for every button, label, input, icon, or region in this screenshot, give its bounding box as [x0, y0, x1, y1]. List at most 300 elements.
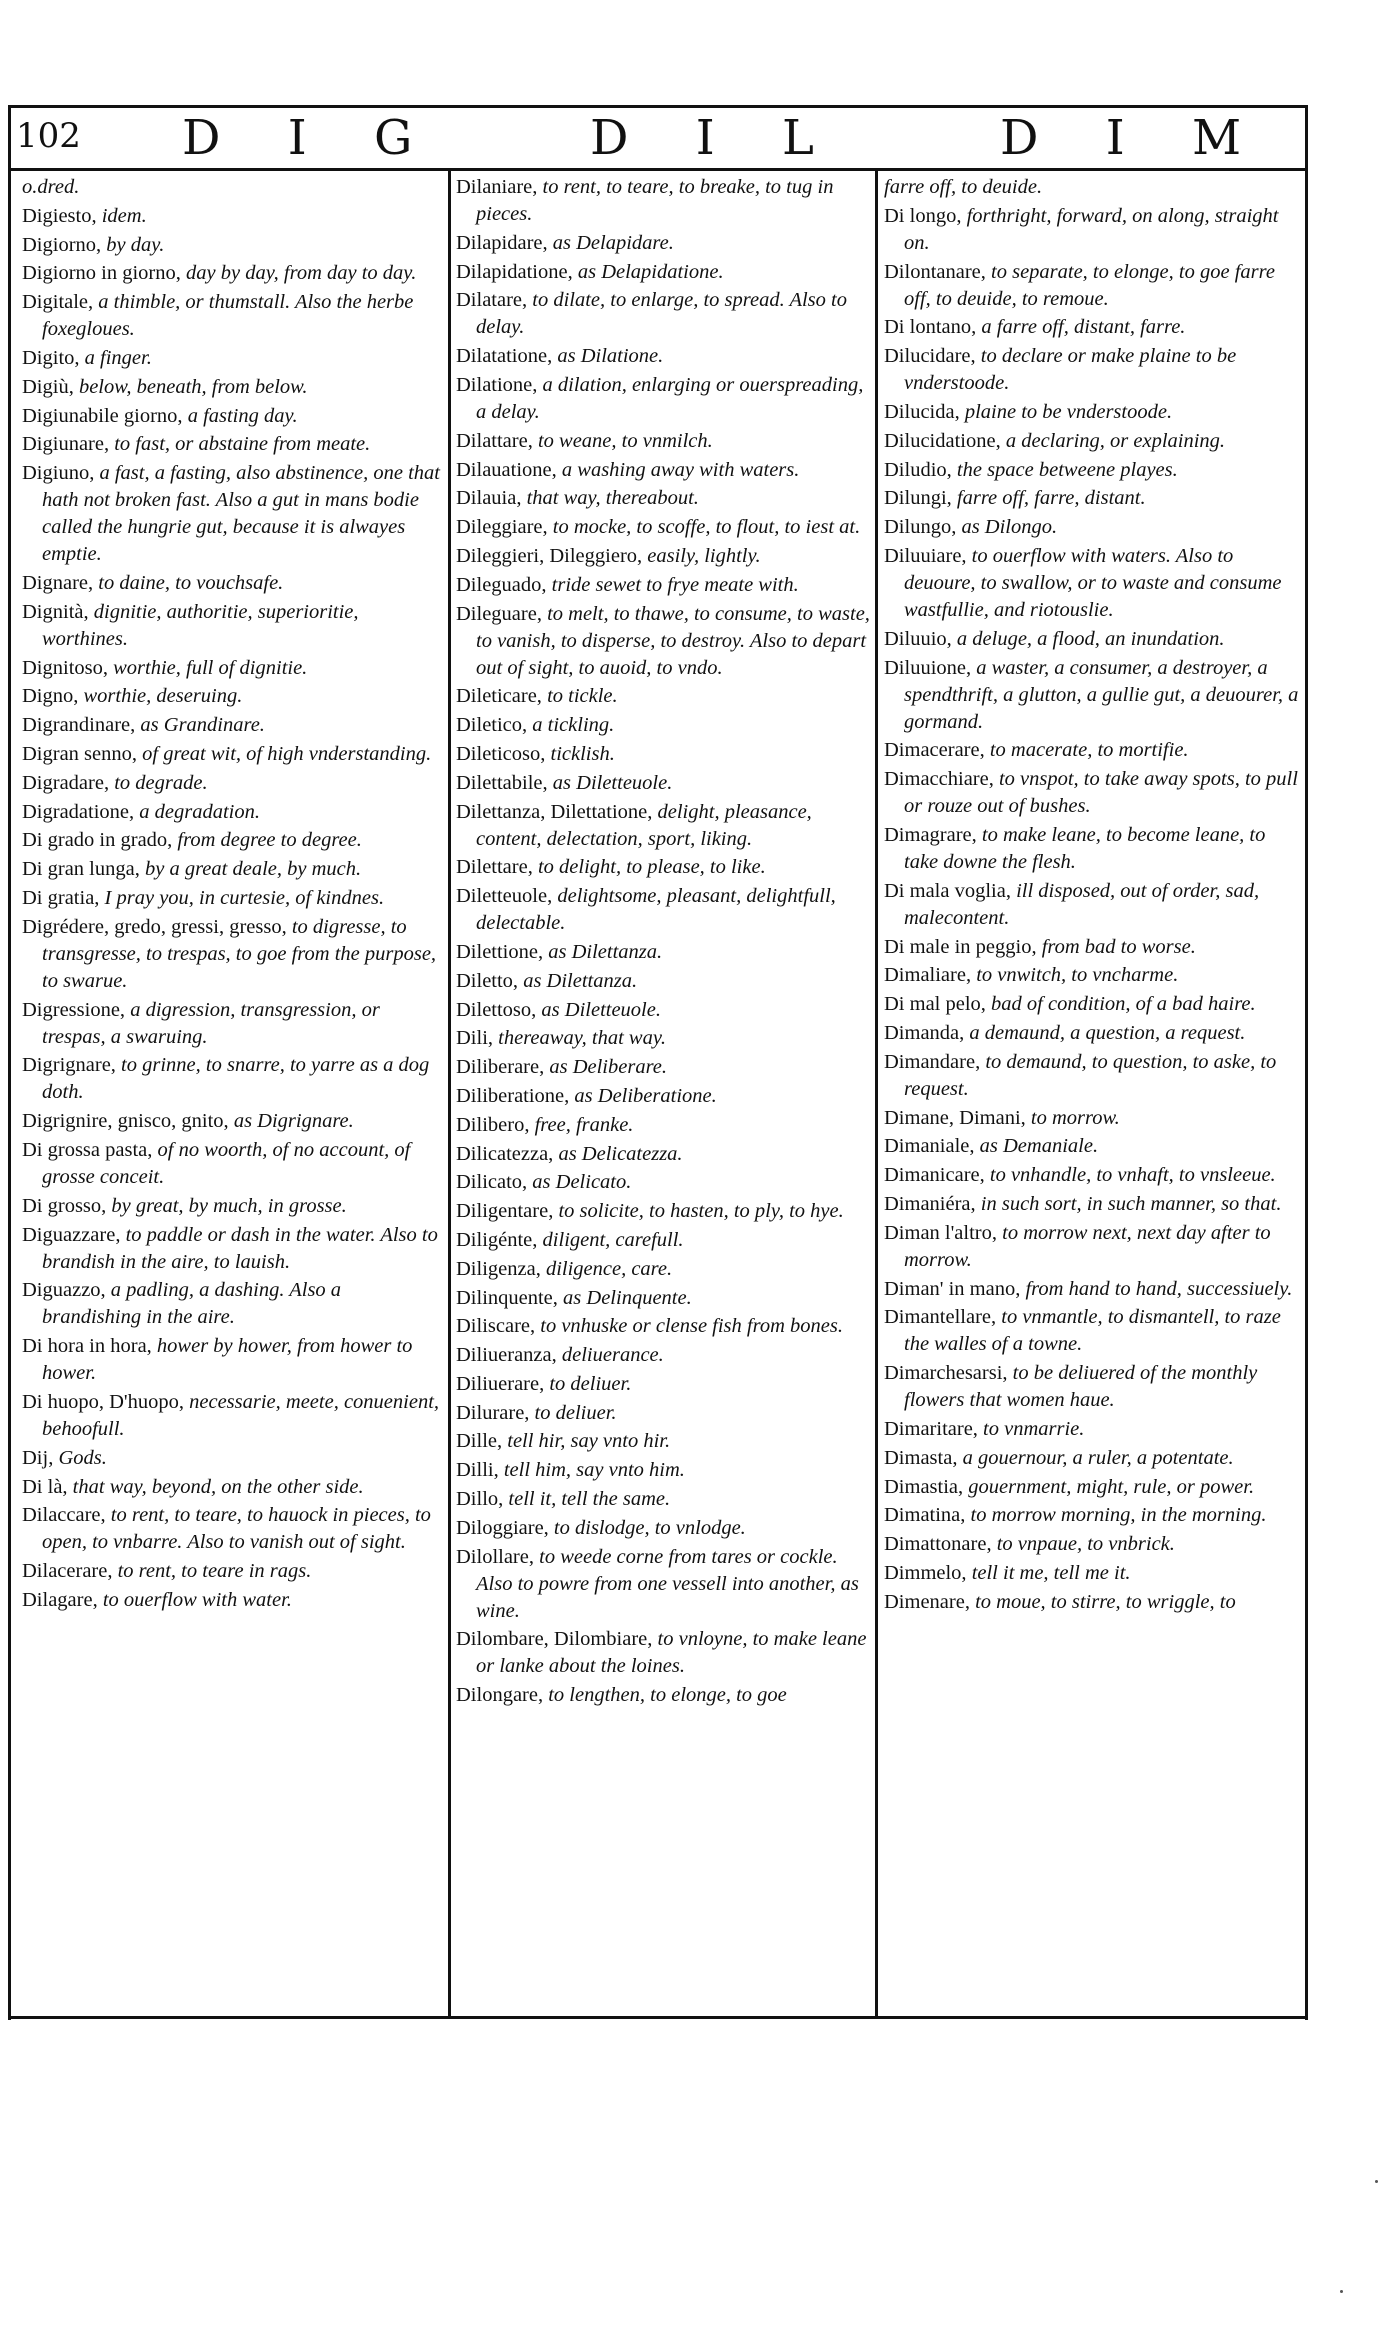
dictionary-entry — [456, 428, 876, 455]
entry-headword: Digiunare, — [22, 433, 115, 456]
entry-headword: Dilettoso, — [456, 998, 542, 1021]
dictionary-entry — [22, 174, 442, 201]
dictionary-entry — [456, 485, 876, 512]
entry-definition: in such sort, in such manner, so that. — [980, 1192, 1282, 1215]
entry-headword: Dilapidatione, — [456, 260, 578, 283]
dictionary-entry — [22, 260, 442, 287]
dictionary-entry — [22, 1474, 442, 1501]
entry-headword: Dimastia, — [884, 1475, 969, 1498]
dictionary-entry — [456, 712, 876, 739]
entry-headword: Digradare, — [22, 771, 115, 794]
dictionary-entry — [884, 1105, 1304, 1132]
dictionary-entry — [456, 1371, 876, 1398]
entry-definition: to weane, to vnmilch. — [537, 429, 713, 452]
entry-headword: Dimagrare, — [884, 823, 982, 846]
entry-headword: Dilacerare, — [22, 1560, 118, 1583]
entry-headword: Digiunabile giorno, — [22, 404, 188, 427]
dictionary-entry — [456, 1457, 876, 1484]
entry-definition: tell hir, say vnto hir. — [507, 1430, 671, 1453]
dictionary-entry — [456, 683, 876, 710]
entry-headword: Dilauatione, — [456, 458, 562, 481]
column-1 — [22, 174, 442, 1616]
entry-headword: Dimarchesarsi, — [884, 1362, 1013, 1385]
entry-definition: a farre off, distant, farre. — [981, 316, 1186, 339]
entry-definition: to vnpaue, to vnbrick. — [996, 1533, 1175, 1556]
dictionary-entry — [22, 599, 442, 653]
entry-headword: Di gran lunga, — [22, 858, 145, 881]
entry-headword: Di longo, — [884, 204, 967, 227]
scan-speck — [1375, 2180, 1378, 2183]
entry-definition: as Deliberare. — [549, 1056, 668, 1079]
dictionary-entry — [456, 287, 876, 341]
entry-definition: diligent, carefull. — [542, 1228, 684, 1251]
entry-definition: as Delinquente. — [563, 1286, 692, 1309]
entry-headword: Dij, — [22, 1446, 59, 1469]
entry-definition: to fast, or abstaine from meate. — [114, 433, 371, 456]
entry-headword: Dilombare, Dilombiare, — [456, 1628, 658, 1651]
entry-headword: Dileticoso, — [456, 742, 551, 765]
entry-definition: to declare or make plaine to be vnderstoode. — [904, 345, 1237, 395]
entry-definition: plaine to be vnderstoode. — [964, 400, 1173, 423]
dictionary-entry — [456, 572, 876, 599]
dictionary-entry — [22, 570, 442, 597]
entry-headword: Dilettanza, Dilettatione, — [456, 800, 658, 823]
entry-definition: to rent, to teare, to hauock in pieces, to open, to vnbarre. Also to vanish out of sight. — [42, 1504, 431, 1554]
entry-headword: Dilibero, — [456, 1113, 535, 1136]
entry-definition: to digresse, to transgresse, to trespas, to goe from the purpose, to swarue. — [42, 915, 437, 992]
entry-definition: a deluge, a flood, an inundation. — [956, 627, 1225, 650]
dictionary-entry — [884, 878, 1304, 932]
dictionary-entry — [456, 1626, 876, 1680]
entry-headword: Dimandare, — [884, 1050, 986, 1073]
dictionary-entry — [22, 1052, 442, 1106]
entry-headword: Digito, — [22, 346, 85, 369]
entry-definition: from degree to degree. — [177, 829, 362, 852]
entry-headword: Diliuerare, — [456, 1372, 550, 1395]
entry-headword: Dimenare, — [884, 1590, 976, 1613]
dictionary-entry — [456, 601, 876, 682]
dictionary-entry — [884, 514, 1304, 541]
entry-definition: delightsome, pleasant, delightfull, delectable. — [476, 885, 836, 935]
dictionary-entry — [456, 883, 876, 937]
entry-definition: ticklish. — [550, 742, 615, 765]
dictionary-entry — [456, 1198, 876, 1225]
dictionary-entry — [22, 997, 442, 1051]
entry-definition: day by day, from day to day. — [186, 262, 417, 285]
dictionary-entry — [884, 1133, 1304, 1160]
dictionary-entry — [884, 259, 1304, 313]
entry-headword: Diliscare, — [456, 1315, 541, 1338]
entry-definition: a gouernour, a ruler, a potentate. — [962, 1446, 1234, 1469]
dictionary-entry — [22, 770, 442, 797]
entry-headword: Dimacchiare, — [884, 768, 999, 791]
dictionary-entry — [884, 314, 1304, 341]
entry-definition: diligence, care. — [545, 1257, 673, 1280]
entry-definition: as Dilongo. — [961, 516, 1058, 539]
dictionary-entry — [456, 1313, 876, 1340]
entry-headword: Digressione, — [22, 998, 131, 1021]
entry-headword: Dimanicare, — [884, 1164, 990, 1187]
dictionary-entry — [22, 289, 442, 343]
entry-headword: Dilattare, — [456, 429, 538, 452]
dictionary-entry — [884, 934, 1304, 961]
entry-headword: Dignare, — [22, 571, 99, 594]
dictionary-entry — [884, 343, 1304, 397]
entry-headword: Dille, — [456, 1430, 508, 1453]
dictionary-entry — [22, 374, 442, 401]
dictionary-entry — [884, 962, 1304, 989]
entry-headword: Diligentare, — [456, 1200, 559, 1223]
dictionary-entry — [22, 885, 442, 912]
entry-definition: dignitie, authoritie, superioritie, worthines. — [42, 600, 359, 650]
entry-headword: Digiuno, — [22, 462, 100, 485]
entry-definition: I pray you, in curtesie, of kindnes. — [104, 886, 385, 909]
dictionary-entry — [884, 203, 1304, 257]
entry-definition: a padling, a dashing. Also a brandishing in the aire. — [42, 1279, 342, 1329]
dictionary-entry — [456, 514, 876, 541]
entry-definition: a digression, transgression, or trespas, a swaruing. — [42, 998, 380, 1048]
entry-headword: Dilucida, — [884, 400, 965, 423]
entry-definition: ill disposed, out of order, sad, malecontent. — [904, 879, 1260, 929]
dictionary-entry — [884, 1220, 1304, 1274]
entry-definition: to dilate, to enlarge, to spread. Also to delay. — [476, 289, 847, 339]
header-rule — [8, 168, 1308, 171]
entry-headword: Digno, — [22, 685, 84, 708]
entry-headword: Dileguado, — [456, 573, 552, 596]
entry-headword: Dimaniale, — [884, 1135, 980, 1158]
dictionary-entry — [884, 1304, 1304, 1358]
dictionary-entry — [884, 1191, 1304, 1218]
dictionary-entry — [22, 460, 442, 568]
entry-definition: as Delicato. — [532, 1171, 632, 1194]
dictionary-entry — [456, 457, 876, 484]
dictionary-entry — [22, 1502, 442, 1556]
entry-headword: Dilungo, — [884, 516, 962, 539]
entry-headword: Dilapidare, — [456, 231, 553, 254]
entry-headword: Diletteuole, — [456, 885, 558, 908]
entry-definition: to moue, to stirre, to wriggle, to — [975, 1590, 1236, 1613]
entry-headword: Dillo, — [456, 1488, 509, 1511]
entry-definition: as Dilettanza. — [548, 940, 663, 963]
entry-headword: Dilauia, — [456, 487, 527, 510]
entry-headword: Digrandinare, — [22, 714, 141, 737]
entry-definition: worthie, full of dignitie. — [113, 656, 308, 679]
dictionary-entry — [884, 626, 1304, 653]
entry-definition: to mocke, to scoffe, to flout, to iest at. — [552, 516, 861, 539]
dictionary-entry — [456, 372, 876, 426]
entry-headword: Digiorno, — [22, 233, 107, 256]
entry-headword: Diman l'altro, — [884, 1221, 1003, 1244]
entry-definition: hower by hower, from hower to hower. — [42, 1335, 413, 1385]
frame-right-rule — [1305, 105, 1308, 2020]
entry-definition: bad of condition, of a bad haire. — [991, 993, 1256, 1016]
entry-headword: Diligenza, — [456, 1257, 546, 1280]
dictionary-entry — [456, 1400, 876, 1427]
dictionary-entry — [884, 428, 1304, 455]
entry-headword: Diguazzo, — [22, 1279, 111, 1302]
entry-definition: thereaway, that way. — [498, 1027, 666, 1050]
dictionary-entry — [22, 712, 442, 739]
entry-definition: the space betweene playes. — [956, 458, 1178, 481]
column-2 — [456, 174, 876, 1711]
entry-definition: gouernment, might, rule, or power. — [968, 1475, 1255, 1498]
entry-headword: Dileggieri, Dileggiero, — [456, 544, 648, 567]
entry-headword: Diluuione, — [884, 656, 977, 679]
entry-headword: Di huopo, D'huopo, — [22, 1390, 190, 1413]
dictionary-entry — [22, 1137, 442, 1191]
dictionary-entry — [22, 1193, 442, 1220]
dictionary-entry — [456, 1054, 876, 1081]
entry-definition: a finger. — [84, 346, 152, 369]
dictionary-entry — [456, 1342, 876, 1369]
entry-definition: of no woorth, of no account, of grosse conceit. — [42, 1138, 411, 1188]
entry-headword: Dilicatezza, — [456, 1142, 559, 1165]
entry-definition: tell it me, tell me it. — [971, 1561, 1131, 1584]
dictionary-entry — [884, 991, 1304, 1018]
entry-headword: Digiesto, — [22, 204, 102, 227]
entry-definition: to deliuer. — [549, 1372, 632, 1395]
entry-headword: Di male in peggio, — [884, 935, 1042, 958]
entry-definition: to ouerflow with waters. Also to deuoure, to swallow, or to waste and consume wastfullie, and riotouslie. — [904, 544, 1282, 621]
entry-definition: to tickle. — [547, 685, 618, 708]
entry-headword: Dilettione, — [456, 940, 549, 963]
dictionary-entry — [456, 968, 876, 995]
entry-headword: Dilli, — [456, 1459, 504, 1482]
entry-definition: to lengthen, to elonge, to goe — [548, 1684, 787, 1707]
entry-headword: Dilollare, — [456, 1545, 540, 1568]
entry-headword: Dignitoso, — [22, 656, 114, 679]
entry-definition: as Dilatione. — [557, 345, 664, 368]
entry-definition: to daine, to vouchsafe. — [98, 571, 284, 594]
entry-headword: Dimantellare, — [884, 1306, 1002, 1329]
entry-headword: Di grosso, — [22, 1194, 112, 1217]
dictionary-entry — [456, 174, 876, 228]
dictionary-entry — [884, 399, 1304, 426]
dictionary-entry — [884, 174, 1304, 201]
entry-definition: to rent, to teare in rags. — [117, 1560, 312, 1583]
entry-definition: as Delapidare. — [552, 231, 674, 254]
dictionary-entry — [884, 1502, 1304, 1529]
entry-definition: to grinne, to snarre, to yarre as a dog doth. — [42, 1054, 430, 1104]
entry-headword: Dimaniéra, — [884, 1192, 981, 1215]
entry-headword: Di gratia, — [22, 886, 105, 909]
entry-definition: farre off, to deuide. — [884, 176, 1043, 198]
dictionary-entry — [884, 1416, 1304, 1443]
dictionary-entry — [884, 1445, 1304, 1472]
entry-headword: Diligénte, — [456, 1228, 543, 1251]
entry-definition: as Delapidatione. — [577, 260, 724, 283]
entry-headword: Di mal pelo, — [884, 993, 992, 1016]
entry-headword: Dilongare, — [456, 1684, 549, 1707]
entry-definition: to rent, to teare, to breake, to tug in pieces. — [476, 176, 834, 225]
dictionary-entry — [884, 1049, 1304, 1103]
dictionary-entry — [884, 766, 1304, 820]
dictionary-entry — [22, 856, 442, 883]
dictionary-entry — [456, 1285, 876, 1312]
entry-headword: Dilagare, — [22, 1588, 103, 1611]
dictionary-entry — [884, 485, 1304, 512]
entry-headword: Diletto, — [456, 969, 524, 992]
entry-headword: Dilucidatione, — [884, 429, 1006, 452]
entry-headword: Diluuiare, — [884, 544, 972, 567]
entry-definition: to melt, to thawe, to consume, to waste, to vanish, to disperse, to destroy. Also to depart out of sight, to auoid, to vndo. — [476, 602, 870, 679]
entry-headword: Dilettabile, — [456, 771, 553, 794]
entry-definition: necessarie, meete, conuenient, behoofull. — [42, 1390, 440, 1440]
dictionary-entry — [456, 1169, 876, 1196]
entry-definition: to separate, to elonge, to goe farre off, to deuide, to remoue. — [904, 260, 1275, 310]
entry-headword: Digitale, — [22, 291, 99, 314]
entry-definition: to vnloyne, to make leane or lanke about the loines. — [476, 1628, 867, 1678]
entry-headword: Digran senno, — [22, 742, 143, 765]
entry-headword: Dimattonare, — [884, 1533, 997, 1556]
dictionary-entry — [22, 683, 442, 710]
dictionary-entry — [456, 230, 876, 257]
dictionary-entry — [884, 1474, 1304, 1501]
entry-definition: delight, pleasance, content, delectation, sport, liking. — [476, 800, 812, 850]
entry-definition: as Dilettanza. — [523, 969, 638, 992]
entry-headword: Di là, — [22, 1475, 73, 1498]
entry-definition: free, franke. — [534, 1113, 634, 1136]
entry-definition: below, beneath, from below. — [78, 375, 308, 398]
dictionary-entry — [456, 939, 876, 966]
running-head-center: D I L — [590, 110, 840, 166]
entry-definition: easily, lightly. — [647, 544, 761, 567]
entry-definition: to demaund, to question, to aske, to request. — [904, 1050, 1277, 1100]
column-3 — [884, 174, 1304, 1617]
entry-headword: Dilurare, — [456, 1401, 535, 1424]
dictionary-entry — [884, 1162, 1304, 1189]
entry-definition: by a great deale, by much. — [144, 858, 362, 881]
entry-definition: o.dred. — [22, 176, 80, 198]
entry-definition: as Grandinare. — [140, 714, 265, 737]
entry-headword: Diletico, — [456, 714, 533, 737]
dictionary-entry — [22, 203, 442, 230]
entry-headword: Dimaritare, — [884, 1417, 984, 1440]
entry-definition: to be deliuered of the monthly flowers that women haue. — [904, 1362, 1258, 1412]
entry-definition: by day. — [106, 233, 165, 256]
entry-headword: Digrignire, gnisco, gnito, — [22, 1110, 234, 1133]
entry-definition: to weede corne from tares or cockle. Also to powre from one vessell into another, as wine. — [476, 1545, 859, 1622]
dictionary-entry — [22, 655, 442, 682]
entry-headword: Dimmelo, — [884, 1561, 972, 1584]
dictionary-entry — [884, 1560, 1304, 1587]
dictionary-entry — [22, 1445, 442, 1472]
entry-definition: to degrade. — [114, 771, 208, 794]
dictionary-entry — [22, 1222, 442, 1276]
dictionary-entry — [884, 737, 1304, 764]
dictionary-entry — [22, 1333, 442, 1387]
column-divider-1 — [448, 170, 451, 2016]
dictionary-entry — [884, 1020, 1304, 1047]
dictionary-entry — [884, 543, 1304, 624]
dictionary-entry — [456, 343, 876, 370]
dictionary-entry — [884, 1589, 1304, 1616]
entry-definition: tell him, say vnto him. — [503, 1459, 685, 1482]
entry-headword: Dimaliare, — [884, 964, 977, 987]
entry-definition: tell it, tell the same. — [508, 1488, 671, 1511]
entry-definition: to paddle or dash in the water. Also to brandish in the aire, to lauish. — [42, 1223, 438, 1273]
entry-headword: Diliberatione, — [456, 1084, 575, 1107]
entry-headword: Di lontano, — [884, 316, 982, 339]
page-number: 102 — [16, 116, 81, 156]
frame-left-rule — [8, 105, 11, 2020]
scan-speck — [1340, 2290, 1343, 2293]
entry-headword: Dimanda, — [884, 1021, 970, 1044]
dictionary-entry — [884, 1276, 1304, 1303]
entry-definition: that way, beyond, on the other side. — [72, 1475, 364, 1498]
dictionary-entry — [456, 1486, 876, 1513]
entry-definition: to dislodge, to vnlodge. — [553, 1516, 746, 1539]
entry-definition: to deliuer. — [534, 1401, 617, 1424]
dictionary-entry — [22, 827, 442, 854]
entry-headword: Dilicato, — [456, 1171, 533, 1194]
entry-definition: a dilation, enlarging or ouerspreading, a delay. — [476, 373, 864, 423]
dictionary-entry — [22, 345, 442, 372]
dictionary-entry — [22, 1587, 442, 1614]
entry-definition: as Digrignare. — [233, 1110, 354, 1133]
dictionary-entry — [22, 1108, 442, 1135]
entry-definition: a declaring, or explaining. — [1005, 429, 1226, 452]
entry-definition: to vnhandle, to vnhaft, to vnsleeue. — [989, 1164, 1276, 1187]
entry-definition: farre off, farre, distant. — [956, 487, 1146, 510]
entry-definition: a washing away with waters. — [561, 458, 800, 481]
entry-headword: Dilaniare, — [456, 176, 543, 198]
dictionary-entry — [456, 1682, 876, 1709]
entry-headword: Dileticare, — [456, 685, 548, 708]
entry-headword: Dilatatione, — [456, 345, 558, 368]
dictionary-entry — [456, 1515, 876, 1542]
entry-definition: to ouerflow with water. — [102, 1588, 292, 1611]
entry-definition: a degradation. — [139, 800, 260, 823]
dictionary-entry — [456, 1112, 876, 1139]
dictionary-entry — [22, 1277, 442, 1331]
running-head-right: D I M — [1000, 110, 1268, 166]
entry-definition: that way, thereabout. — [526, 487, 699, 510]
entry-definition: a fast, a fasting, also abstinence, one that hath not broken fast. Also a gut in mans bodie called the hungrie gut, because it is alwayes emptie. — [42, 462, 440, 566]
entry-definition: a tickling. — [532, 714, 615, 737]
dictionary-entry — [456, 770, 876, 797]
frame-bottom-rule — [8, 2016, 1308, 2019]
dictionary-entry — [456, 1544, 876, 1625]
entry-definition: as Deliberatione. — [574, 1084, 717, 1107]
running-head-left: D I G — [182, 110, 439, 166]
entry-headword: Dili, — [456, 1027, 499, 1050]
entry-definition: to solicite, to hasten, to ply, to hye. — [558, 1200, 844, 1223]
entry-definition: idem. — [101, 204, 147, 227]
entry-headword: Diliberare, — [456, 1056, 550, 1079]
entry-headword: Diliueranza, — [456, 1344, 562, 1367]
frame-top-rule — [8, 105, 1308, 108]
entry-headword: Dignità, — [22, 600, 94, 623]
entry-definition: to vnmarrie. — [983, 1417, 1085, 1440]
entry-definition: tride sewet to frye meate with. — [551, 573, 799, 596]
entry-headword: Dilatare, — [456, 289, 533, 312]
dictionary-entry — [456, 1256, 876, 1283]
entry-definition: Gods. — [58, 1446, 107, 1469]
dictionary-entry — [22, 914, 442, 995]
entry-headword: Diluuio, — [884, 627, 957, 650]
entry-definition: a fasting day. — [187, 404, 298, 427]
entry-headword: Dileggiare, — [456, 516, 553, 539]
entry-headword: Dilettare, — [456, 856, 538, 879]
dictionary-entry — [456, 543, 876, 570]
entry-definition: deliuerance. — [561, 1344, 664, 1367]
dictionary-entry — [456, 1141, 876, 1168]
dictionary-entry — [456, 799, 876, 853]
dictionary-entry — [884, 457, 1304, 484]
entry-definition: worthie, deseruing. — [83, 685, 243, 708]
entry-definition: to morrow morning, in the morning. — [970, 1504, 1267, 1527]
